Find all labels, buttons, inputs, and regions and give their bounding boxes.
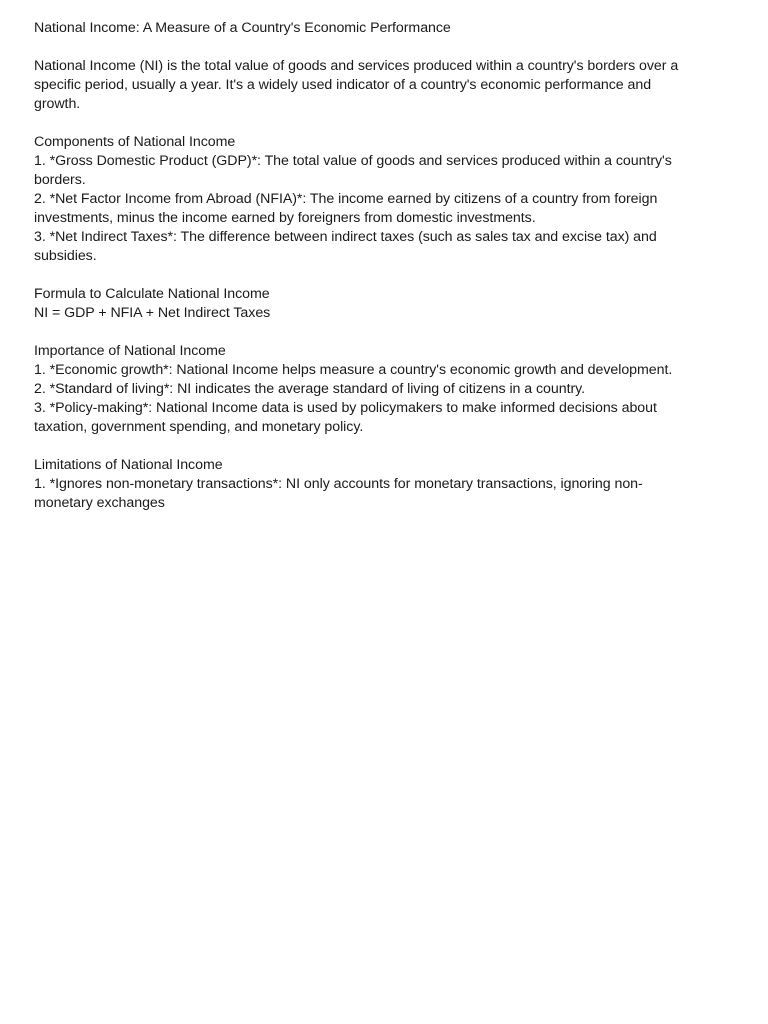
components-line: subsidies.	[34, 248, 97, 264]
formula-heading: Formula to Calculate National Income	[34, 286, 270, 302]
spacer	[34, 437, 734, 456]
limitations-line: monetary exchanges	[34, 495, 165, 511]
importance-line: taxation, government spending, and monetary policy.	[34, 419, 364, 435]
importance-section	[34, 342, 734, 437]
importance-line: 1. *Economic growth*: National Income helps measure a country's economic growth and development.	[34, 362, 673, 378]
spacer	[34, 323, 734, 342]
formula-expression: NI = GDP + NFIA + Net Indirect Taxes	[34, 305, 271, 321]
limitations-section	[34, 456, 734, 513]
limitations-heading: Limitations of National Income	[34, 457, 223, 473]
document-title: National Income: A Measure of a Country's Economic Performance	[34, 20, 451, 36]
intro-line: National Income (NI) is the total value of goods and services produced within a country's borders over a	[34, 58, 679, 74]
components-line: 1. *Gross Domestic Product (GDP)*: The total value of goods and services produced within a country's	[34, 153, 672, 169]
intro-line: growth.	[34, 96, 81, 112]
components-line: 3. *Net Indirect Taxes*: The difference between indirect taxes (such as sales tax and excise tax) and	[34, 229, 657, 245]
formula-section	[34, 285, 734, 323]
components-heading: Components of National Income	[34, 134, 236, 150]
importance-heading: Importance of National Income	[34, 343, 226, 359]
importance-line: 2. *Standard of living*: NI indicates the average standard of living of citizens in a country.	[34, 381, 586, 397]
limitations-line: 1. *Ignores non-monetary transactions*: NI only accounts for monetary transactions, ignoring non-	[34, 476, 643, 492]
importance-line: 3. *Policy-making*: National Income data is used by policymakers to make informed decisions about	[34, 400, 657, 416]
spacer	[34, 266, 734, 285]
components-line: borders.	[34, 172, 86, 188]
intro-paragraph	[34, 57, 734, 114]
intro-line: specific period, usually a year. It's a widely used indicator of a country's economic performance and	[34, 77, 652, 93]
components-line: 2. *Net Factor Income from Abroad (NFIA)*: The income earned by citizens of a country from foreign	[34, 191, 658, 207]
components-line: investments, minus the income earned by foreigners from domestic investments.	[34, 210, 536, 226]
components-section	[34, 133, 734, 266]
spacer	[34, 114, 734, 133]
spacer	[34, 38, 734, 57]
